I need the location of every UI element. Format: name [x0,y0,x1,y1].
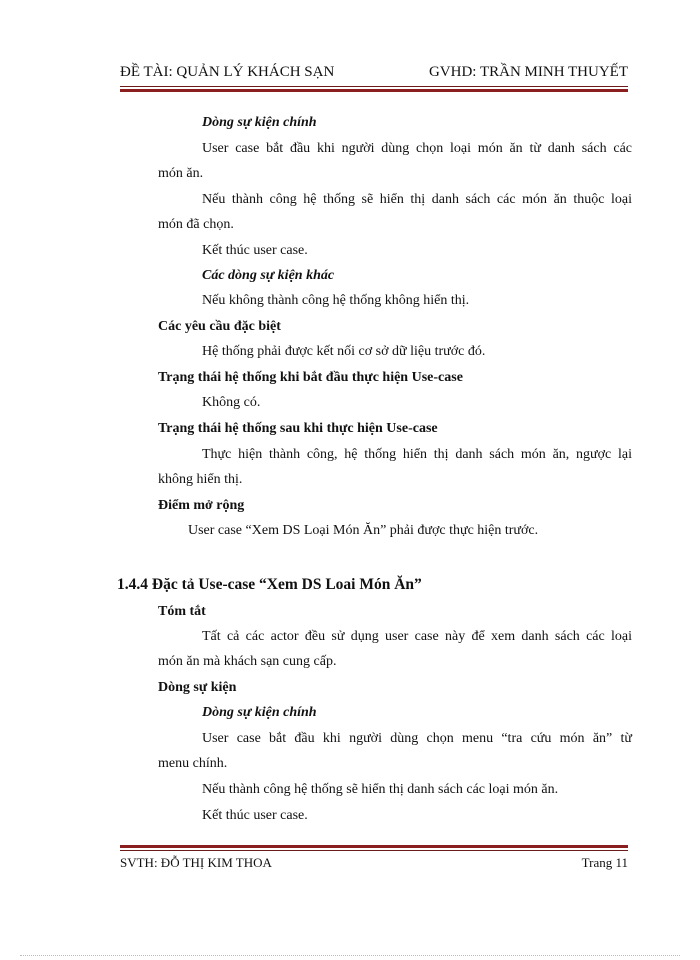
paragraph-line: User case bắt đầu khi người dùng chọn loại món ăn từ danh sách các [202,141,632,156]
paragraph-line: User case bắt đầu khi người dùng chọn menu “tra cứu món ăn” từ [202,731,632,746]
paragraph-line: Thực hiện thành công, hệ thống hiển thị danh sách món ăn, ngược lại [202,447,632,462]
heading-alt-flow: Các dòng sự kiện khác [202,268,335,283]
heading-postcondition: Trạng thái hệ thống sau khi thực hiện Use-case [158,421,438,436]
footer-page-number: Trang 11 [581,855,628,870]
header-topic: ĐỀ TÀI: QUẢN LÝ KHÁCH SẠN [120,64,335,80]
paragraph-line: Kết thúc user case. [202,243,308,258]
heading-special-requirements: Các yêu cầu đặc biệt [158,319,281,334]
paragraph-line: Tất cả các actor đều sử dụng user case này để xem danh sách các loại [202,629,632,644]
section-heading-1-4-4: 1.4.4 Đặc tả Use-case “Xem DS Loai Món Ăn” [117,576,422,593]
paragraph-line: User case “Xem DS Loại Món Ăn” phải được thực hiện trước. [188,523,539,538]
header-rule-thick [120,89,628,92]
footer-rule-thick [120,845,628,848]
header-advisor: GVHD: TRẦN MINH THUYẾT [428,64,628,80]
heading-main-flow-2: Dòng sự kiện chính [202,705,317,720]
heading-main-flow: Dòng sự kiện chính [202,115,317,130]
paragraph-line: Nếu không thành công hệ thống không hiển thị. [202,293,470,308]
paragraph-line: món ăn. [158,166,204,181]
paragraph-line: Nếu thành công hệ thống sẽ hiển thị danh sách các loại món ăn. [202,782,559,797]
paragraph-line: không hiển thị. [158,472,243,487]
heading-summary: Tóm tắt [158,604,206,619]
paragraph-line: Nếu thành công hệ thống sẽ hiển thị danh sách các món ăn thuộc loại [202,192,632,207]
footer-rule-thin [120,850,628,851]
heading-extension-point: Điểm mở rộng [158,498,245,513]
footer-student: SVTH: ĐỖ THỊ KIM THOA [120,855,272,870]
page-header [120,64,628,84]
paragraph-line: Kết thúc user case. [202,808,308,823]
heading-precondition: Trạng thái hệ thống khi bắt đầu thực hiện Use-case [158,370,463,385]
paragraph-line: Hệ thống phải được kết nối cơ sở dữ liệu trước đó. [202,344,486,359]
paragraph-line: menu chính. [158,756,228,771]
paragraph-line: món đã chọn. [158,217,234,232]
paragraph-line: Không có. [202,395,261,410]
paragraph-line: món ăn mà khách sạn cung cấp. [158,654,337,669]
header-rule-thin [120,86,628,87]
page-boundary [20,955,680,956]
heading-event-flow: Dòng sự kiện [158,680,237,695]
